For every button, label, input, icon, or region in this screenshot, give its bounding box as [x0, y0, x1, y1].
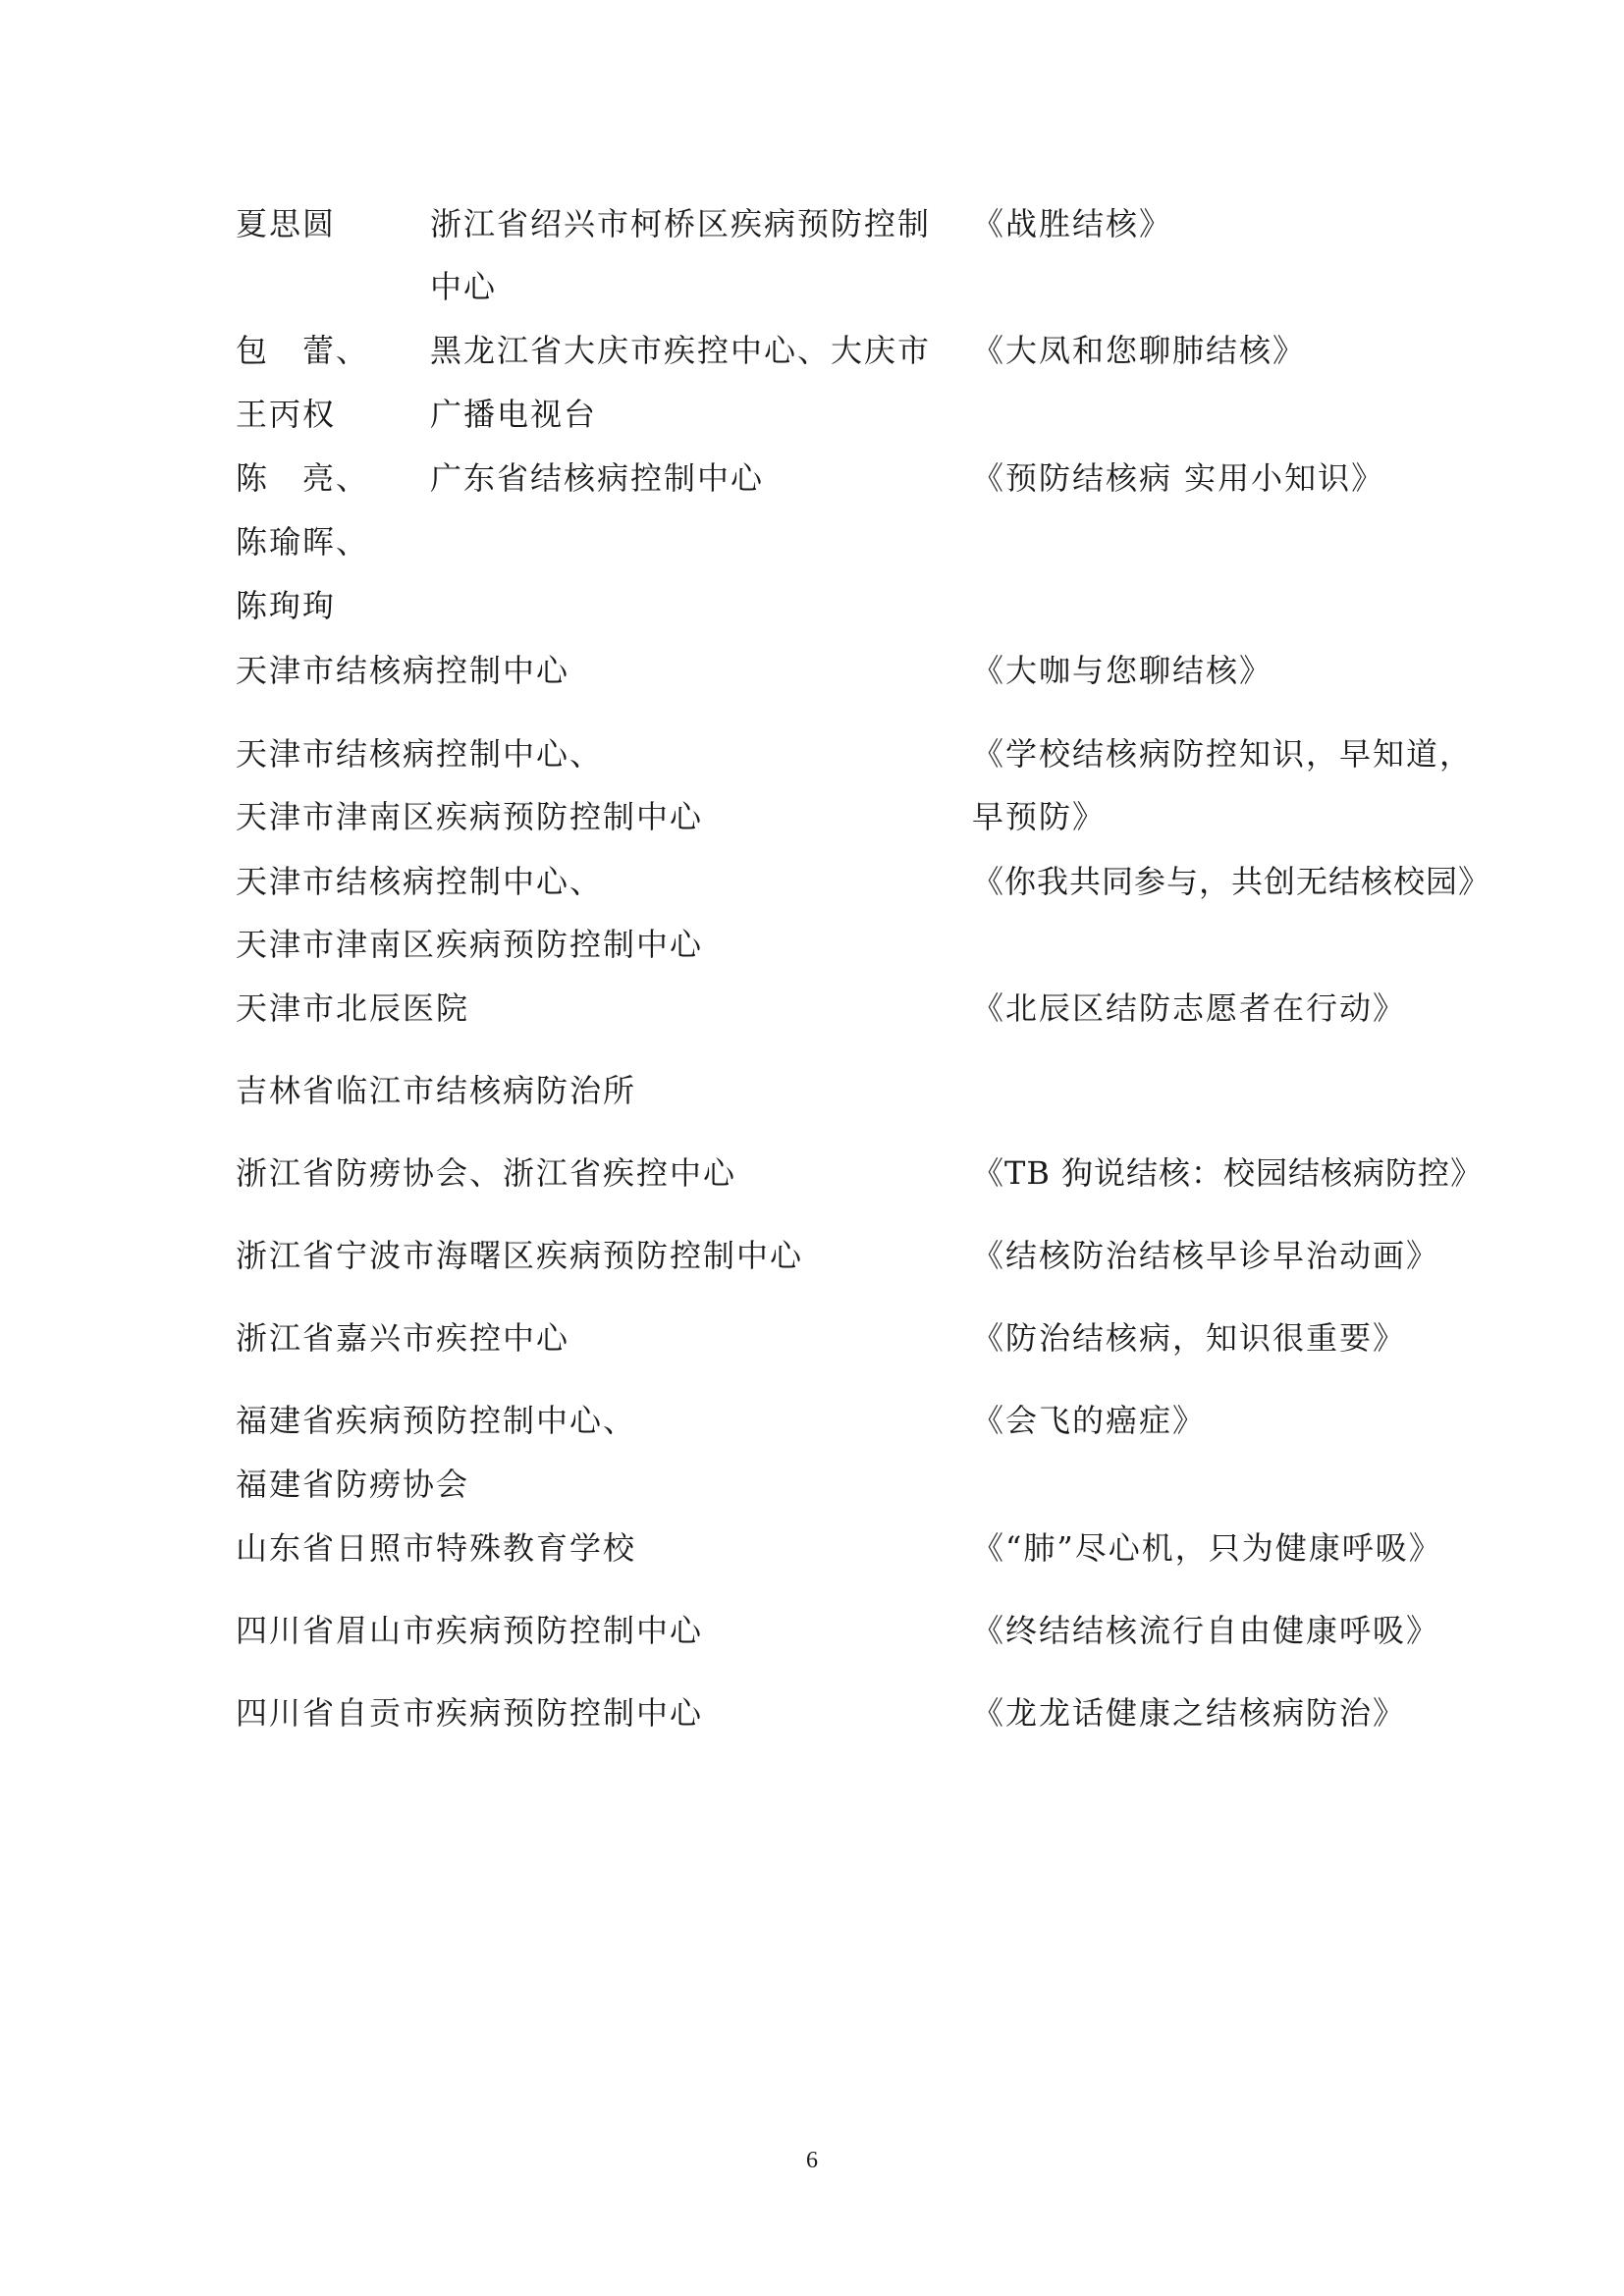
entry-title: 《你我共同参与，共创无结核校园》 [972, 863, 1491, 900]
entry-organization: 福建省疾病预防控制中心、 [236, 1402, 637, 1439]
entry-name: 王丙权 [236, 396, 337, 433]
entry-title: 早预防》 [972, 798, 1107, 835]
entry-organization: 黑龙江省大庆市疾控中心、大庆市 [430, 332, 932, 369]
entry-title: 《“肺”尽心机，只为健康呼吸》 [972, 1529, 1442, 1567]
entry-name: 陈 亮、 [236, 459, 370, 497]
entry-title: 《终结结核流行自由健康呼吸》 [972, 1612, 1440, 1649]
entry-organization: 四川省自贡市疾病预防控制中心 [236, 1694, 704, 1732]
entry-organization: 浙江省防痨协会、浙江省疾控中心 [236, 1154, 737, 1192]
entry-organization: 吉林省临江市结核病防治所 [236, 1072, 637, 1109]
entry-organization: 浙江省绍兴市柯桥区疾病预防控制 [430, 205, 932, 242]
entry-title: 《大咖与您聊结核》 [972, 652, 1273, 689]
entry-organization: 山东省日照市特殊教育学校 [236, 1529, 637, 1567]
entry-name: 包 蕾、 [236, 332, 370, 369]
entry-organization: 浙江省嘉兴市疾控中心 [236, 1319, 570, 1357]
entry-title: 《北辰区结防志愿者在行动》 [972, 989, 1407, 1027]
entry-title: 《战胜结核》 [972, 205, 1173, 242]
entry-title: 《防治结核病，知识很重要》 [972, 1319, 1407, 1357]
entry-organization: 天津市结核病控制中心、 [236, 735, 604, 773]
entry-organization: 天津市津南区疾病预防控制中心 [236, 926, 704, 963]
entry-organization: 天津市津南区疾病预防控制中心 [236, 798, 704, 835]
entry-organization: 福建省防痨协会 [236, 1466, 470, 1503]
entry-name: 夏思圆 [236, 205, 337, 242]
entry-name: 陈珣珣 [236, 587, 337, 624]
entry-name: 陈瑜晖、 [236, 523, 370, 561]
entry-organization: 天津市结核病控制中心、 [236, 863, 604, 900]
entry-organization: 广播电视台 [430, 396, 598, 433]
entry-organization: 四川省眉山市疾病预防控制中心 [236, 1612, 704, 1649]
entry-title: 《学校结核病防控知识，早知道， [972, 735, 1474, 773]
entry-title: 《预防结核病 实用小知识》 [972, 459, 1385, 497]
entry-title: 《大凤和您聊肺结核》 [972, 332, 1307, 369]
entry-title: 《TB 狗说结核：校园结核病防控》 [972, 1154, 1484, 1192]
page-number: 6 [806, 2148, 818, 2173]
entry-organization: 天津市结核病控制中心 [236, 652, 570, 689]
entry-title: 《龙龙话健康之结核病防治》 [972, 1694, 1407, 1732]
entry-organization: 天津市北辰医院 [236, 989, 470, 1027]
entry-organization: 中心 [430, 268, 498, 305]
entry-organization: 广东省结核病控制中心 [430, 459, 765, 497]
entry-organization: 浙江省宁波市海曙区疾病预防控制中心 [236, 1237, 804, 1274]
entry-title: 《结核防治结核早诊早治动画》 [972, 1237, 1440, 1274]
entry-title: 《会飞的癌症》 [972, 1402, 1207, 1439]
